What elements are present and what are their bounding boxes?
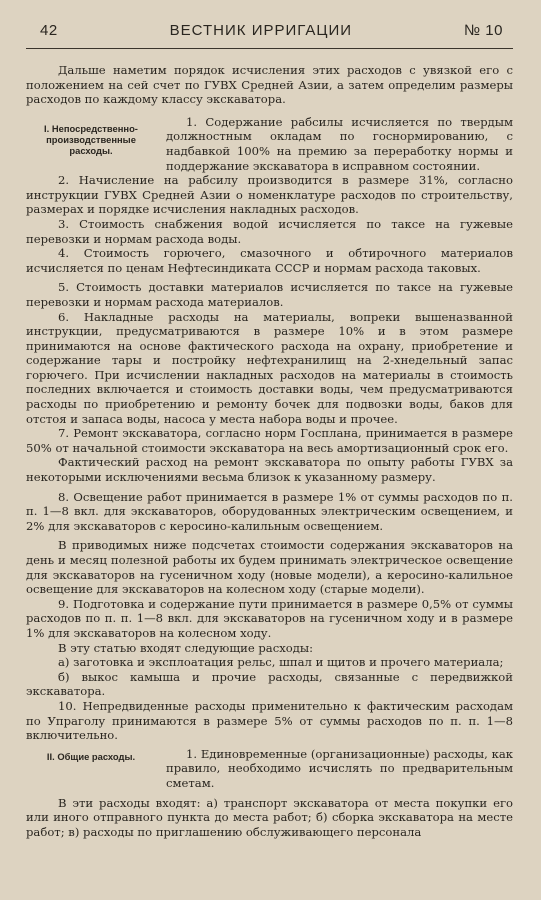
section-first-item: 1. Единовременные (организационные) расходы, как правило, необходимо исчислять по предварительным сметам. [166, 746, 513, 790]
paragraph: 5. Стоимость доставки материалов исчисляется по таксе на гужевые перевозки и нормам расхода материалов. [26, 280, 513, 309]
page-header [26, 22, 513, 46]
paragraph: 3. Стоимость снабжения водой исчисляется по таксе на гужевые перевозки и нормам расхода воды. [26, 216, 513, 246]
section-general-costs [26, 747, 513, 791]
journal-title: ВЕСТНИК ИРРИГАЦИИ [169, 22, 353, 39]
paragraph: 2. Начисление на рабсилу производится в размере 31%, согласно инструкции ГУВХ Средней Азии о номенклатуре расходов по строительству, размерах и порядке исчисления накладных расходов. [26, 173, 513, 217]
paragraph: 6. Накладные расходы на материалы, вопреки вышеназванной инструкции, предусматриваются в размере 10% и в этом размере принимаются на основе фактического расхода на охрану, приобретение и содержание тары и постройку нефтехранилищ на 2-хнедельный запас горючего. При исчислении накладных расходов на материалы в стоимость последних включается и стоимость доставки воды, чем предусматриваются расходы по приобретению и ремонту бочек для подвозки воды, баков для отстоя и запаса воды, насоса у места набора воды и прочее. [26, 309, 513, 426]
paragraph: Фактический расход на ремонт экскаватора по опыту работы ГУВХ за некоторыми исключениями весьма близок к указанному размеру. [26, 455, 513, 485]
paragraph: 8. Освещение работ принимается в размере 1% от суммы расходов по п. п. 1—8 вкл. для экскаваторов, оборудованных электрическим освещением, и 2% для экскаваторов с керосино-калильным освещением. [26, 489, 513, 533]
paragraph: В приводимых ниже подсчетах стоимости содержания экскаваторов на день и месяц полезной работы их будем принимать электрическое освещение для экскаваторов на гусеничном ходу (новые модели), а керосино-калильное освещение для экскаваторов на колесном ходу (старые модели). [26, 538, 513, 597]
page-number: 42 [40, 22, 58, 39]
paragraph: 7. Ремонт экскаватора, согласно норм Госплана, принимается в размере 50% от начальной стоимости экскаватора на весь амортизационный срок его. [26, 426, 513, 455]
header-rule [26, 48, 513, 49]
paragraph: а) заготовка и эксплоатация рельс, шпал и щитов и прочего материала; [58, 655, 504, 670]
issue-number: № 10 [464, 22, 503, 39]
paragraph: б) выкос камыша и прочие расходы, связанные с передвижкой экскаватора. [26, 669, 513, 699]
section-heading: I. Непосредственно-производственные расходы. [44, 122, 138, 156]
intro-paragraph: Дальше наметим порядок исчисления этих расходов с увязкой его с положением на сей счет по ГУВХ Средней Азии, а затем определим размеры расходов по каждому классу экскаватора. [26, 63, 513, 107]
closing-paragraph: В эти расходы входят: а) транспорт экскаватора от места покупки его или иного отправного пункта до места работ; б) сборка экскаватора на месте работ; в) расходы по приглашению обслуживающего персонала [26, 795, 513, 839]
article-body [26, 63, 513, 839]
paragraph: 10. Непредвиденные расходы применительно к фактическим расходам по Упраголу принимаются в размере 5% от суммы расходов по п. п. 1—8 включительно. [26, 698, 513, 743]
paragraph: 4. Стоимость горючего, смазочного и обтирочного материалов исчисляется по ценам Нефтесиндиката СССР и нормам расхода таковых. [26, 246, 513, 275]
section-first-item: 1. Содержание рабсилы исчисляется по твердым должностным окладам по госнормированию, с надбавкой 100% на премию за переработку нормы и поддержание экскаватора в исправном состоянии. [166, 114, 513, 173]
paragraph: В эту статью входят следующие расходы: [58, 640, 313, 655]
section-heading: II. Общие расходы. [46, 750, 136, 762]
paragraph: 9. Подготовка и содержание пути принимается в размере 0,5% от суммы расходов по п. п. 1—8 вкл. для экскаваторов на гусеничном ходу и в размере 1% для экскаваторов на колесном ходу. [26, 596, 513, 640]
section-direct-costs [26, 115, 513, 173]
